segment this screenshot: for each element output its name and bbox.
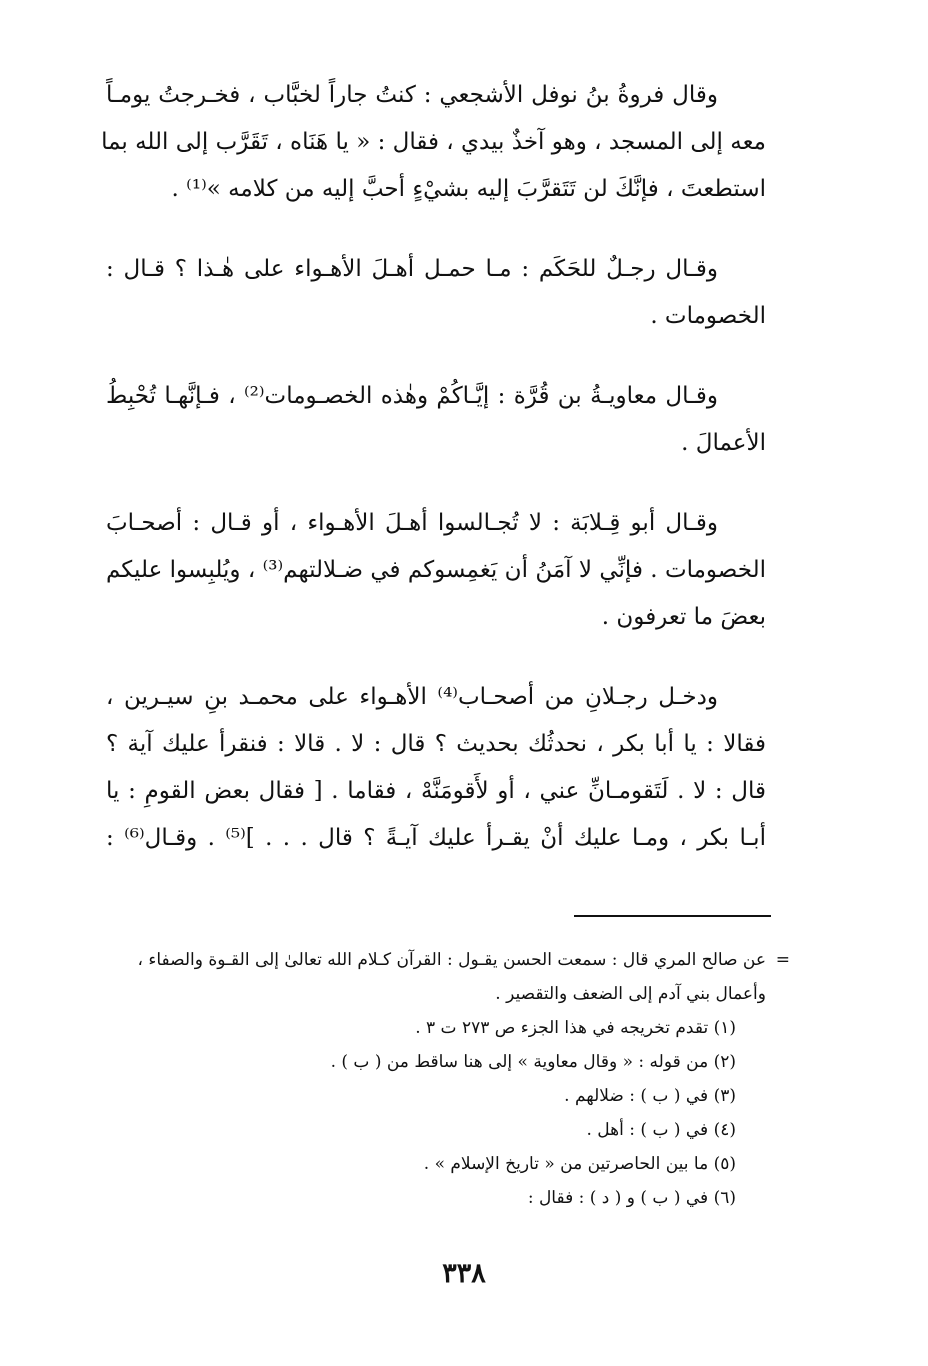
text-line: الخصومات . فإنِّي لا آمَنُ أن يَغمِسوكم في ضـلالتهم⁽³⁾ ، ويُلبِسوا عليكم xyxy=(106,557,766,583)
footnote-continuation-mark: = xyxy=(775,950,790,970)
text-line: وقـال أبو قِـلابَة : لا تُجـالسوا أهـلَ الأهـواء ، أو قـال : أصحـابَ xyxy=(106,510,718,536)
text-line: الأعمالَ . xyxy=(681,430,766,456)
footnote-item: (٢) من قوله : « وقال معاوية » إلى هنا ساقط من ( ب ) . xyxy=(330,1052,736,1072)
footnotes xyxy=(100,943,790,1215)
footnote-list xyxy=(100,1011,766,1215)
text-line: وقال فروةُ بنُ نوفل الأشجعي : كنتُ جاراً لخبَّاب ، فخـرجتُ يومـاً xyxy=(106,82,718,108)
text-line: قال : لا . لَتَقومـانِّ عني ، أو لأَقومَنَّهْ ، فقاما . [ فقال بعض القومِ : يا xyxy=(106,778,766,804)
footnote-continuation-line: عن صالح المري قال : سمعت الحسن يقـول : القرآن كـلام الله تعالىٰ إلى القـوة والصفاء ، xyxy=(137,950,766,970)
paragraph xyxy=(106,246,766,340)
text-line: بعضَ ما تعرفون . xyxy=(601,604,766,630)
footnote-item: (٤) في ( ب ) : أهل . xyxy=(586,1120,736,1140)
text-line: وقـال رجـلٌ للحَكَم : مـا حمـل أهـلَ الأهـواء على هٰـذا ؟ قـال : xyxy=(106,256,718,282)
text-line: الخصومات . xyxy=(650,303,766,329)
footnote-divider xyxy=(574,915,771,917)
text-line: فقالا : يا أبا بكر ، نحدثُك بحديث ؟ قال : لا . قالا : فنقرأ عليك آية ؟ xyxy=(106,731,766,757)
text-line: أبـا بكر ، ومـا عليك أنْ يقـرأ عليك آيـةً ؟ قال . . . ]⁽⁵⁾ . وقـال⁽⁶⁾ : xyxy=(106,825,766,851)
footnote-item: (٥) ما بين الحاصرتين من « تاريخ الإسلام » . xyxy=(423,1154,736,1174)
footnote-continuation-line: وأعمال بني آدم إلى الضعف والتقصير . xyxy=(495,984,766,1004)
text-line: استطعتَ ، فإنَّكَ لن تَتَقرَّبَ إليه بشيْءٍ أحبَّ إليه من كلامه »⁽¹⁾ . xyxy=(171,176,766,202)
paragraph xyxy=(106,373,766,467)
paragraph xyxy=(101,72,766,213)
text-line: ودخـل رجـلانِ من أصحـاب⁽⁴⁾ الأهـواء على محمـد بنِ سيـرين ، xyxy=(106,684,718,710)
text-line: معه إلى المسجد ، وهو آخذٌ بيدي ، فقال : « يا هَنَاه ، تَقَرَّب إلى الله بما xyxy=(101,129,766,155)
paragraph xyxy=(106,500,766,641)
footnote-item: (١) تقدم تخريجه في هذا الجزء ص ٢٧٣ ت ٣ . xyxy=(415,1018,736,1038)
main-text xyxy=(101,72,766,895)
text-line: وقـال معاويـةُ بن قُرَّة : إيَّـاكُمْ وهٰذه الخصـومات⁽²⁾ ، فـإنَّهـا تُحْبِطُ xyxy=(106,383,718,409)
footnote-item: (٦) في ( ب ) و ( د ) : فقال : xyxy=(527,1188,736,1208)
footnote-item: (٣) في ( ب ) : ضلالهم . xyxy=(564,1086,736,1106)
paragraph xyxy=(106,674,766,862)
page-number: ٣٣٨ xyxy=(442,1258,486,1289)
